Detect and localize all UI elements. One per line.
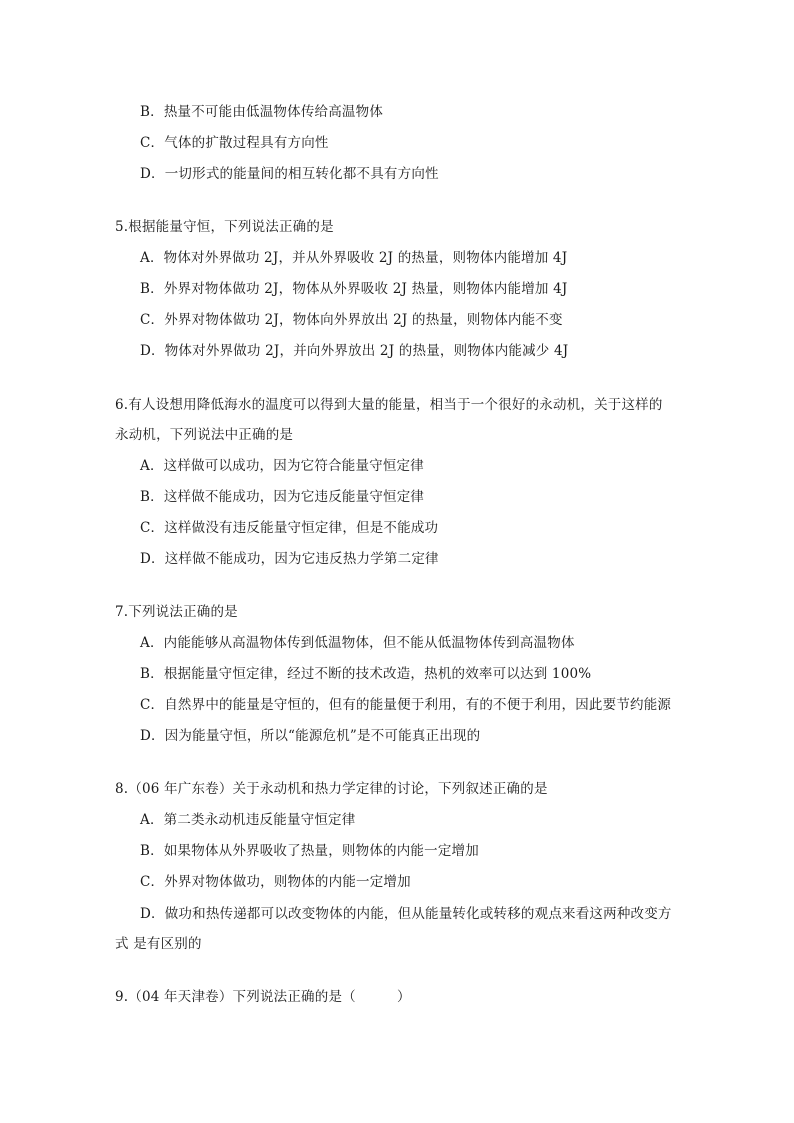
question-8-stem: 8.（06 年广东卷）关于永动机和热力学定律的讨论，下列叙述正确的是: [115, 781, 548, 797]
option-d-continued: 式 是有区别的: [115, 936, 202, 952]
option-a: A．内能能够从高温物体传到低温物体，但不能从低温物体传到高温物体: [140, 635, 575, 651]
question-6-stem-continued: 永动机，下列说法中正确的是: [115, 427, 294, 443]
option-a: A．物体对外界做功 2J，并从外界吸收 2J 的热量，则物体内能增加 4J: [140, 250, 568, 266]
option-c: C．自然界中的能量是守恒的，但有的能量便于利用，有的不便于利用，因此要节约能源: [140, 697, 672, 713]
option-b: B．这样做不能成功，因为它违反能量守恒定律: [140, 489, 425, 505]
option-b: B．外界对物体做功 2J，物体从外界吸收 2J 热量，则物体内能增加 4J: [140, 281, 568, 297]
question-9-stem: 9.（04 年天津卷）下列说法正确的是（ ）: [115, 989, 411, 1005]
option-d: D．因为能量守恒，所以“能源危机”是不可能真正出现的: [140, 728, 481, 744]
option-c: C．外界对物体做功 2J，物体向外界放出 2J 的热量，则物体内能不变: [140, 312, 563, 328]
option-c: C．外界对物体做功，则物体的内能一定增加: [140, 874, 411, 890]
option-c: C．气体的扩散过程具有方向性: [140, 135, 329, 151]
option-d: D．物体对外界做功 2J，并向外界放出 2J 的热量，则物体内能减少 4J: [140, 343, 569, 359]
option-a: A．第二类永动机违反能量守恒定律: [140, 812, 356, 828]
option-b: B．如果物体从外界吸收了热量，则物体的内能一定增加: [140, 843, 479, 859]
option-c: C．这样做没有违反能量守恒定律，但是不能成功: [140, 520, 439, 536]
option-d: D．这样做不能成功，因为它违反热力学第二定律: [140, 551, 439, 567]
option-d: D．做功和热传递都可以改变物体的内能，但从能量转化或转移的观点来看这两种改变方: [140, 906, 672, 922]
question-7-stem: 7.下列说法正确的是: [115, 604, 238, 620]
option-d: D．一切形式的能量间的相互转化都不具有方向性: [140, 166, 439, 182]
option-a: A．这样做可以成功，因为它符合能量守恒定律: [140, 458, 424, 474]
question-6-stem: 6.有人设想用降低海水的温度可以得到大量的能量，相当于一个很好的永动机，关于这样的: [115, 397, 663, 413]
option-b: B．热量不可能由低温物体传给高温物体: [140, 104, 384, 120]
option-b: B．根据能量守恒定律，经过不断的技术改造，热机的效率可以达到 100%: [140, 666, 592, 682]
question-5-stem: 5.根据能量守恒，下列说法正确的是: [115, 219, 334, 235]
